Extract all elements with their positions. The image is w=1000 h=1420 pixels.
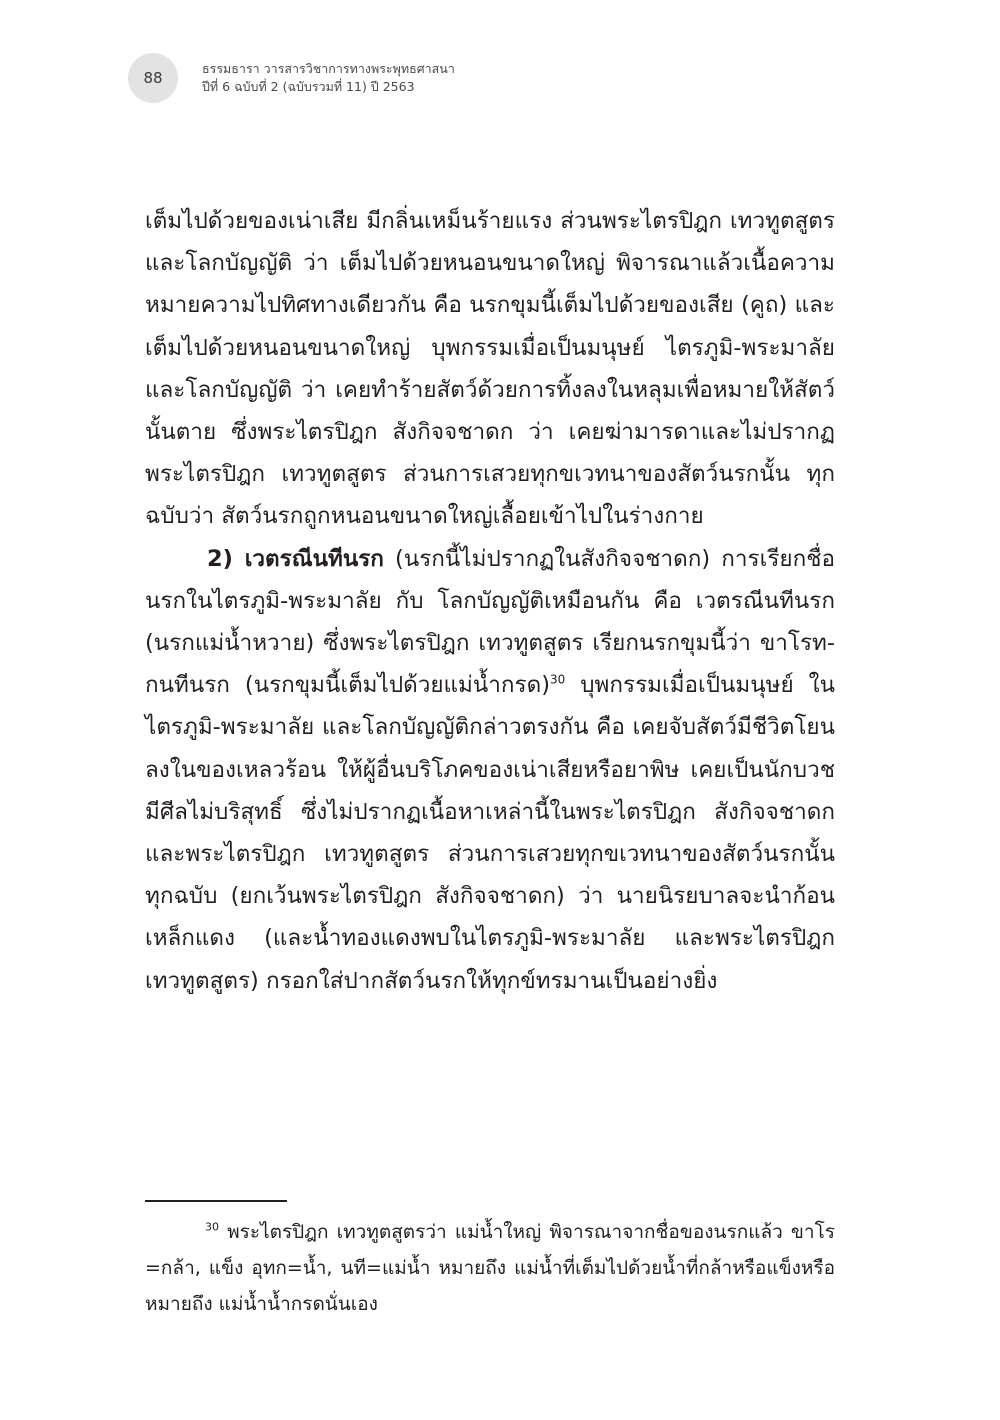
paragraph-1: เต็มไปด้วยของเน่าเสีย มีกลิ่นเหม็นร้ายแรง ส่วนพระไตรปิฎก เทวทูตสูตรและโลกบัญญัติ ว่า เต็มไปด้วยหนอนขนาดใหญ่ พิจารณาแล้วเนื้อความหมายความไปทิศทางเดียวกัน คือ นรกขุมนี้เต็มไปด้วยของเสีย (คูถ) และเต็มไปด้วยหนอนขนาดใหญ่ บุพกรรมเมื่อเป็นมนุษย์ ไตรภูมิ-พระมาลัย และโลกบัญญัติ ว่า เคยทำร้ายสัตว์ด้วยการทิ้งลงในหลุมเพื่อหมายให้สัตว์นั้นตาย ซึ่งพระไตรปิฎก สังกิจจชาดก ว่า เคยฆ่ามารดาและไม่ปรากฏพระไตรปิฎก เทวทูตสูตร ส่วนการเสวยทุกขเวทนาของสัตว์นรกนั้น ทุกฉบับว่า สัตว์นรกถูกหนอนขนาดใหญ่เลื้อยเข้าไปในร่างกาย xyxy=(145,208,835,530)
footnote-number: 30 xyxy=(205,1220,219,1234)
body-text xyxy=(145,200,835,1002)
paragraph-2-part-1: (นรกนี้ไม่ปรากฏในสังกิจจชาดก) การเรียกชื่อนรกในไตรภูมิ-พระมาลัย กับ โลกบัญญัติเหมือนกัน คือ เวตรณีนทีนรก (นรกแม่น้ำหวาย) ซึ่งพระไตรปิฎก เทวทูตสูตร เรียกนรกขุมนี้ว่า ขาโรท-กนทีนรก (นรกขุมนี้เต็มไปด้วยแม่น้ำกรด) xyxy=(145,545,835,699)
footnote-divider xyxy=(145,1200,287,1202)
paragraph-2 xyxy=(145,538,835,1002)
footnote-reference[interactable]: 30 xyxy=(550,672,566,687)
page-number-badge xyxy=(128,53,178,103)
section-term-vetarani: 2) เวตรณีนทีนรก xyxy=(207,545,384,572)
journal-title: ธรรมธารา วารสารวิชาการทางพระพุทธศาสนา xyxy=(202,61,455,76)
paragraph-2-part-2: บุพกรรมเมื่อเป็นมนุษย์ ในไตรภูมิ-พระมาลัย และโลกบัญญัติกล่าวตรงกัน คือ เคยจับสัตว์มีชีวิตโยนลงในของเหลวร้อน ให้ผู้อื่นบริโภคของเน่าเสียหรือยาพิษ เคยเป็นนักบวชมีศีลไม่บริสุทธิ์ ซึ่งไม่ปรากฏเนื้อหาเหล่านี้ในพระไตรปิฎก สังกิจจชาดกและพระไตรปิฎก เทวทูตสูตร ส่วนการเสวยทุกขเวทนาของสัตว์นรกนั้น ทุกฉบับ (ยกเว้นพระไตรปิฎก สังกิจจชาดก) ว่า นายนิรยบาลจะนำก้อนเหล็กแดง (และน้ำทองแดงพบในไตรภูมิ-พระมาลัย และพระไตรปิฎก เทวทูตสูตร) กรอกใส่ปากสัตว์นรกให้ทุกข์ทรมานเป็นอย่างยิ่ง xyxy=(145,672,835,994)
footnote-30 xyxy=(145,1214,835,1322)
footnote-text: พระไตรปิฎก เทวทูตสูตรว่า แม่น้ำใหญ่ พิจารณาจากชื่อของนรกแล้ว ขาโร =กล้า, แข็ง อุทก=น้ำ, นที=แม่น้ำ หมายถึง แม่น้ำที่เต็มไปด้วยน้ำที่กล้าหรือแข็งหรือหมายถึง แม่น้ำน้ำกรดนั่นเอง xyxy=(145,1221,835,1315)
running-header xyxy=(202,60,455,96)
page-number: 88 xyxy=(143,69,163,87)
issue-info: ปีที่ 6 ฉบับที่ 2 (ฉบับรวมที่ 11) ปี 2563 xyxy=(202,79,415,94)
